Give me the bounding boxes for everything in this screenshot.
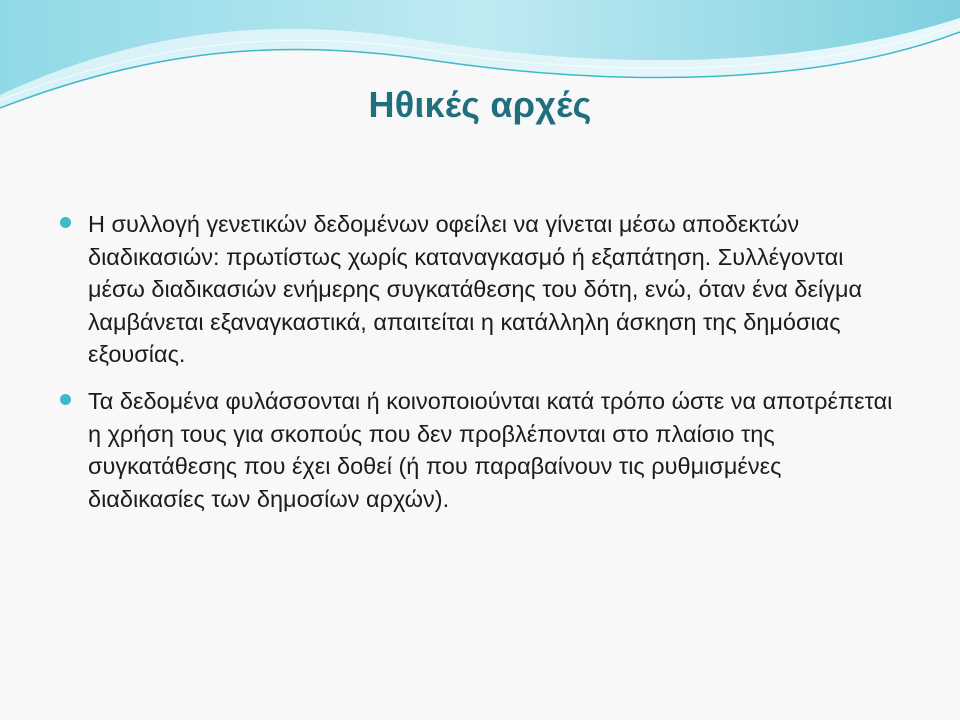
bullet-text: Τα δεδομένα φυλάσσονται ή κοινοποιούνται κατά τρόπο ώστε να αποτρέπεται η χρήση τους για σκοπούς που δεν προβλέπονται στο πλαίσιο της συγκατάθεσης που έχει δοθεί (ή που παραβαίνουν τις ρυθμισμένες διαδικασίες των δημοσίων αρχών). — [88, 387, 893, 512]
bullet-marker-icon — [60, 217, 71, 228]
bullet-item — [60, 385, 900, 515]
bullet-text: Η συλλογή γενετικών δεδομένων οφείλει να γίνεται μέσω αποδεκτών διαδικασιών: πρωτίστως χωρίς καταναγκασμό ή εξαπάτηση. Συλλέγονται μέσω διαδικασιών ενήμερης συγκατάθεσης του δότη, ενώ, όταν ένα δείγμα λαμβάνεται εξαναγκαστικά, απαιτείται η κατάλληλη άσκηση της δημόσιας εξουσίας. — [88, 211, 863, 368]
bullet-list — [60, 208, 900, 529]
bullet-item — [60, 208, 900, 371]
bullet-marker-icon — [60, 394, 71, 405]
slide-title: Ηθικές αρχές — [368, 84, 592, 125]
